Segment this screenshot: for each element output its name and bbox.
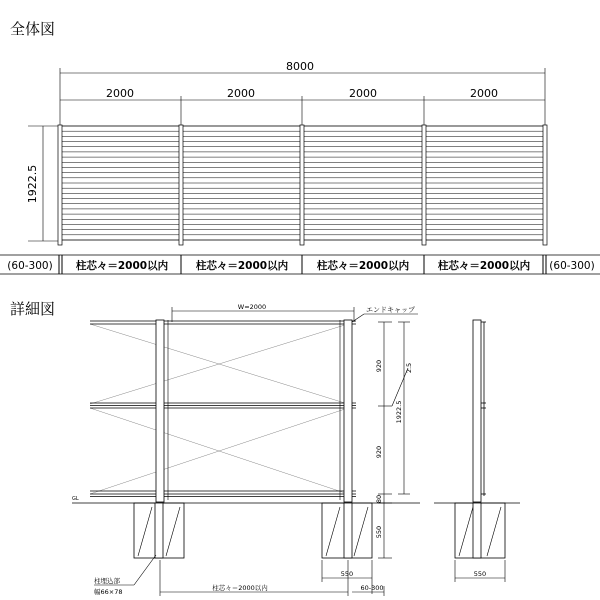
span-width-dimensions bbox=[60, 87, 545, 125]
segment-upper-label: 920 bbox=[375, 359, 383, 373]
diagonal-bracing bbox=[90, 324, 348, 494]
overview-title: 全体図 bbox=[10, 20, 56, 38]
segment-lower-label: 920 bbox=[375, 445, 383, 459]
detail-title: 詳細図 bbox=[10, 300, 56, 318]
posts-front bbox=[156, 320, 352, 502]
span-width-2: 2000 bbox=[227, 87, 255, 100]
bottom-gap-label: 80 bbox=[375, 494, 383, 504]
total-width-label: 8000 bbox=[286, 60, 314, 73]
end-distance-dimension bbox=[352, 584, 384, 596]
post-embed-label: 柱埋込部 bbox=[94, 577, 120, 585]
post-pitch-label-4: 柱芯々＝2000以内 bbox=[437, 260, 531, 272]
footing-width-side-label: 550 bbox=[473, 570, 487, 578]
post-pitch-label: 柱芯々＝2000以内 bbox=[212, 584, 268, 592]
height-dimension bbox=[26, 126, 60, 241]
fence-post bbox=[300, 125, 304, 245]
embed-depth-label: 550 bbox=[375, 525, 383, 539]
span-width-4: 2000 bbox=[470, 87, 498, 100]
end-offset-left: (60-300) bbox=[7, 260, 53, 272]
total-height-label: 1922.5 bbox=[395, 400, 403, 424]
end-cap-callout bbox=[352, 306, 418, 322]
end-cap-label: エンドキャップ bbox=[366, 306, 415, 314]
vertical-dimensions bbox=[375, 322, 413, 558]
fence-post bbox=[58, 125, 62, 245]
height-label: 1922.5 bbox=[26, 164, 39, 204]
post-pitch-label-3: 柱芯々＝2000以内 bbox=[316, 260, 410, 272]
post-pitch-dimension bbox=[160, 560, 348, 596]
post-pitch-label-1: 柱芯々＝2000以内 bbox=[75, 260, 169, 272]
span-width-1: 2000 bbox=[106, 87, 134, 100]
fence-post bbox=[422, 125, 426, 245]
gl-label: GL bbox=[72, 496, 79, 502]
post-pitch-label-2: 柱芯々＝2000以内 bbox=[195, 260, 289, 272]
fence-post bbox=[543, 125, 547, 245]
horizontal-rails bbox=[90, 321, 356, 497]
panel-width-dimension bbox=[172, 303, 354, 322]
end-distance-label: 60-300 bbox=[360, 584, 384, 592]
post-embed-size: 幅66×78 bbox=[94, 588, 123, 596]
footing-width-front-label: 550 bbox=[340, 570, 354, 578]
fence-post bbox=[179, 125, 183, 245]
fence-panels bbox=[58, 125, 547, 245]
footing-front-right bbox=[322, 503, 372, 558]
side-view bbox=[434, 320, 520, 582]
post-embed-callout bbox=[94, 555, 156, 596]
footing-front-left bbox=[134, 503, 184, 558]
panel-width-label: W=2000 bbox=[237, 303, 267, 311]
span-width-3: 2000 bbox=[349, 87, 377, 100]
rail-thickness-label: 2.5 bbox=[405, 362, 413, 374]
end-offset-right: (60-300) bbox=[549, 260, 595, 272]
